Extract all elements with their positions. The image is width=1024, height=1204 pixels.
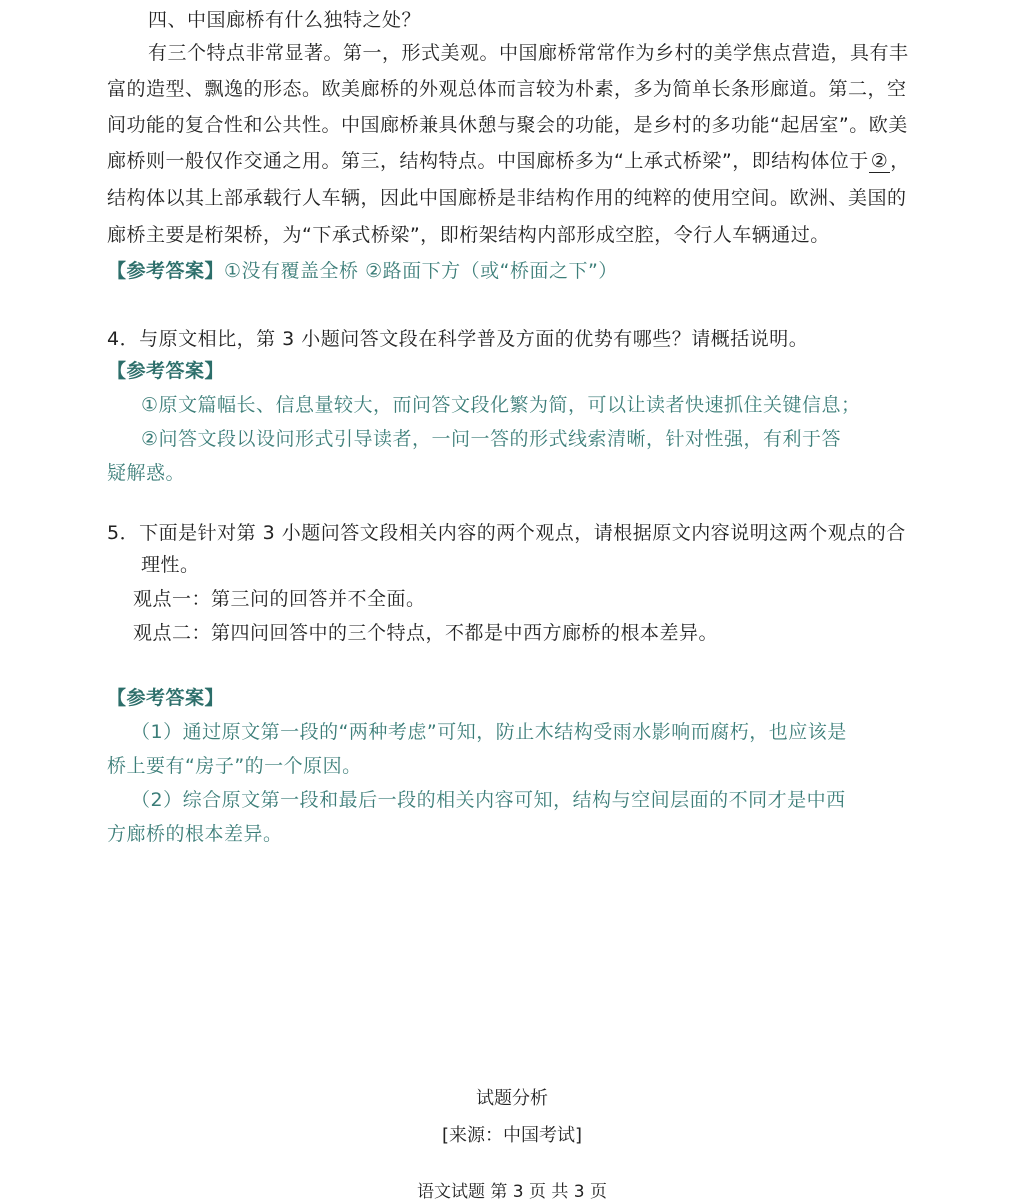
answer-text: （2）综合原文第一段和最后一段的相关内容可知，结构与空间层面的不同才是中西 <box>131 789 846 811</box>
paragraph-line: 有三个特点非常显著。第一，形式美观。中国廊桥常常作为乡村的美学焦点营造，具有丰 <box>148 42 909 64</box>
answer-label: 【参考答案】 <box>107 360 225 382</box>
answer-label: 【参考答案】 <box>107 687 225 709</box>
question-4: 4．与原文相比，第 3 小题问答文段在科学普及方面的优势有哪些？请概括说明。 <box>107 328 809 350</box>
paragraph-line: 富的造型、飘逸的形态。欧美廊桥的外观总体而言较为朴素，多为简单长条形廊道。第二，空 <box>107 78 907 100</box>
section-heading: 四、中国廊桥有什么独特之处？ <box>148 9 422 31</box>
answer-text: 方廊桥的根本差异。 <box>107 823 283 845</box>
answer-text: 疑解惑。 <box>107 462 186 484</box>
answer-label: 【参考答案】 <box>107 260 225 282</box>
paragraph-line: 廊桥主要是桁架桥，为“下承式桥梁”，即桁架结构内部形成空腔，令行人车辆通过。 <box>107 224 830 246</box>
source-note: [来源：中国考试] <box>441 1125 583 1146</box>
paragraph-line: 间功能的复合性和公共性。中国廊桥兼具休憩与聚会的功能，是乡村的多功能“起居室”。欧美 <box>107 114 908 136</box>
answer-line <box>107 258 618 284</box>
answer-text: （1）通过原文第一段的“两种考虑”可知，防止木结构受雨水影响而腐朽，也应该是 <box>131 721 847 743</box>
fill-blank: ② <box>870 150 889 172</box>
page-footer: 语文试题 第 3 页 共 3 页 <box>416 1182 608 1202</box>
answer-text: ①原文篇幅长、信息量较大，而问答文段化繁为简，可以让读者快速抓住关键信息； <box>141 394 861 416</box>
paragraph-line: 结构体以其上部承载行人车辆，因此中国廊桥是非结构作用的纯粹的使用空间。欧洲、美国的 <box>107 187 907 209</box>
viewpoint-2: 观点二：第四问回答中的三个特点，不都是中西方廊桥的根本差异。 <box>133 622 719 644</box>
paragraph-text: 廊桥则一般仅作交通之用。第三，结构特点。中国廊桥多为“上承式桥梁”，即结构体位于 <box>107 150 869 172</box>
answer-text: 桥上要有“房子”的一个原因。 <box>107 755 362 777</box>
answer-text: ②问答文段以设问形式引导读者，一问一答的形式线索清晰，针对性强，有利于答 <box>141 428 842 450</box>
question-5: 5．下面是针对第 3 小题问答文段相关内容的两个观点，请根据原文内容说明这两个观点的合 <box>107 522 906 544</box>
answer-text: ①没有覆盖全桥 ②路面下方（或“桥面之下”） <box>224 260 618 282</box>
question-5-cont: 理性。 <box>141 554 200 576</box>
paragraph-line <box>107 148 910 174</box>
paragraph-text: ， <box>890 150 910 172</box>
viewpoint-1: 观点一：第三问的回答并不全面。 <box>133 588 426 610</box>
analysis-title: 试题分析 <box>476 1088 548 1109</box>
